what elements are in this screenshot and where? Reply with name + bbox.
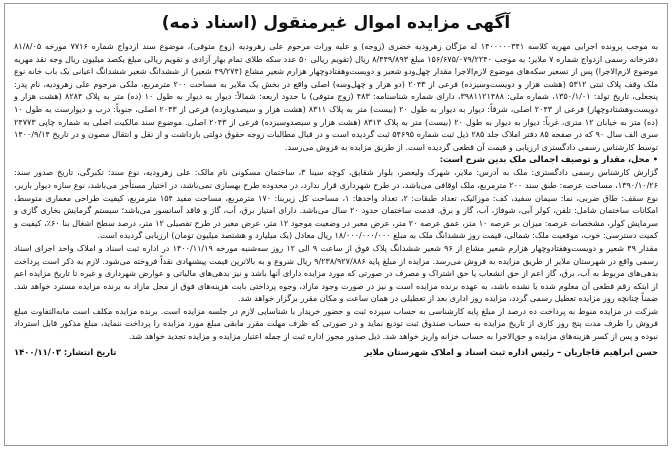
signature-line: حسن ابراهیم قاجاریان – رئیس اداره ثبت اسناد و املاک شهرستان ملایر: [364, 346, 658, 357]
auction-terms-paragraph: مقدار ۴۹ شعیر و دویست‌وهفتادوچهار هزارم شعیر مشاع از ۹۶ شعیر ششدانگ پلاک فوق از ساعت ۹ الی ۱۲ روز سه‌شنبه مورخه ۱۴۰۰/۱۱/۱۹ در اداره ثبت اسناد و املاک واحد اجرای اسناد رسمی واقع در شهرستان ملایر از طریق مزایده به فروش می‌رسد. مزایده از مبلغ پایه ۹/۲۳۸/۹۲۷/۸۸۶ ریال شروع و به بالاترین قیمت پیشنهادی نقداً فروخته می‌شود. لازم به ذکر است پرداخت بدهی‌های مربوط به آب، برق، گاز اعم از حق انشعاب یا حق اشتراک و مصرف در صورتی که مورد مزایده دارای آنها باشد و نیز بدهی‌های مالیاتی و عوارض شهرداری و غیره تا تاریخ مزایده اعم از اینکه رقم قطعی آن معلوم شده یا نشده باشد، به عهده برنده مزایده است و نیز در صورت وجود مازاد، وجوه پرداختی بابت هزینه‌های فوق از محل مازاد به برنده مزایده مسترد خواهد شد. ضمناً چنانچه روز مزایده تعطیل رسمی گردد، مزایده روز اداری بعد از تعطیلی در همان ساعت و مکان مقرر برگزار خواهد شد.: [14, 242, 658, 304]
intro-paragraph: به موجب پرونده اجرایی مهریه کلاسه ۱۴۰۰۰۰۰۳۴۱ له مژگان زهرودیه خضری (زوجه) و علیه وراث مرحوم علی زهرودیه (زوج متوفی)، موضوع سند ازدواج شماره ۷۷۱۶ مورخه ۸۱/۸/۰۵ دفترخانه رسمی ازدواج شماره ۷ ملایر؛ به موجب ۱۵۶/۶۷۵/۰۷۹/۲۲۴۰ مبلغ ۸/۴۴۹/۸۹۳ ریال (تقویم ریالی ۵۰ عدد سکه طلای تمام بهار آزادی و تقویم ریالی مبلغ یکصد میلیون ریال وجه نقد مهریه موضوع لازم‌الاجرا) پس از تسعیر سکه‌های موضوع لازم‌الاجرا مقدار چهل‌ودو شعیر و دویست‌وهفتادوچهار هزارم شعیر مشاع (۴۹/۲۷۴ شعیر) از ششدانگ شعیر ششدانگ اعیانی یک باب خانه نوع ملک وقف پلاک ثبتی ۵۳۱۲ (هشت هزار و دویست‌وسیزده) فرعی از ۲۰۴۳ (دو هزار و چهل‌وسه) اصلی واقع در بخش یک ملایر به مساحت ۲۰۰ مترمربع، ملکی مرحوم علی زهرودیه، نام پدر: پنجعلی، تاریخ تولد: ۱۳۵۰/۱/۰۱، شماره ملی: ۳۹۸۱۱۲۱۴۸۸، دارای شماره شناسنامه: ۴۸۳ (زوج متوفی) با حدود اربعه: شمالاً: دیوار به دیوار به طول ۱۰ (ده) متر به پلاک ۸۲۸۴ (هشت هزار و دویست‌وهشتادوچهار) فرعی از ۲۰۴۳ اصلی، شرقاً: دیوار به دیوار به طول ۲۰ (بیست) متر به پلاک ۸۳۱۱ (هشت هزار و سیصدویازده) فرعی از ۲۰۴۳ اصلی، جنوباً: درب و دیوارست به طول ۱۰ (ده) متر به خیابان ۱۲ متری، غرباً: دیوار به دیوار به طول ۲۰ (بیست) متر به پلاک ۸۳۱۳ (هشت هزار و سیصدوسیزده) فرعی از ۲۰۴۳ اصلی. موضوع سند مالکیت اصلی به شماره چاپی ۲۴۷۷۳ سری الف سال ۹۰ که در صفحه ۸۵ دفتر املاک جلد ۲۸۵ ذیل ثبت شماره ۵۴۶۹۵ ثبت گردیده است و در قبال مطالبات زوجه حقوق دولتی بازداشت و از نقل و انتقال مصون و در تاریخ ۱۴۰۰/۹/۱۴ توسط کارشناس رسمی دادگستری ارزیابی و قیمت آن قطعی گردیده است. از طریق مزایده به فروش می‌رسد.: [14, 41, 659, 152]
section-heading-text: محل، مقدار و توصیف اجمالی ملک بدین شرح است:: [439, 154, 650, 165]
bullet-icon: •: [652, 154, 658, 165]
details-body: [14, 166, 658, 342]
payment-terms-paragraph: شرکت در مزایده منوط به پرداخت ده درصد از مبلغ پایه کارشناسی به حساب سپرده ثبت و حضور خریدار با شناسایی لازم در جلسه مزایده است. برنده مزایده مکلف است مابه‌التفاوت مبلغ فروش را ظرف مدت پنج روز کاری از تاریخ مزایده به حساب صندوق ثبت تودیع نماید و در صورتی که ظرف مهلت مقرر مابقی مبلغ مورد مزایده را پرداخت ننماید، مبلغ مذکور قابل استرداد نبوده و پس از کسر هزینه‌های مزایده و حق‌الاجرا به حساب خزانه واریز خواهد شد. ذیل صدور مجوز اداره ثبت از جمله اعتبار مزایده و مزایده تجدید خواهد شد.: [14, 305, 658, 342]
publish-date: تاریخ انتشار: ۱۴۰۰/۱۱/۰۳: [14, 346, 117, 357]
expert-report-paragraph: گزارش کارشناس رسمی دادگستری: ملک به آدرس: ملایر، شهرک ولیعصر، بلوار شقایق، کوچه سینا ۳، ساختمان مسکونی نام مالک: علی زهرودیه، نوع سند: تکبرگی، تاریخ صدور سند: ۱۳۹۰/۱۰/۲۶، مساحت عرصه: طبق سند ۲۰۰ مترمربع، ملک اوقافی می‌باشد، در طرح شهرداری قرار ندارد، در محدوده طرح بهسازی نمی‌باشد، در اختیار مستأجر می‌باشد، نوع سازه دیوار باربر، نوع سقف: طاق ضربی، نما: سیمان سفید، کف: موزائیک، تعداد طبقات: ۲، تعداد واحدها: ۱، مساحت کل زیربنا: ۱۷۰ مترمربع، مساحت مفید ۱۵۴ مترمربع، کیفیت طراحی معماری متوسط، امکانات ساختمان شامل: تلفن، کولر آبی، شوفاژ، آب، گاز و برق. قدمت ساختمان حدود ۲۰ سال می‌باشد. دارای امتیاز برق، آب، گاز و فاقد آسانسور می‌باشد؛ سیستم گرمایش بخاری گازی و سرمایش کولر، مشخصات عرصه: میزان بر عرصه ۱۰ متر، عمق عرصه ۲۰ متر، عرض معبر در وضعیت موجود ۱۲ متر، عرض معبر در طرح تفصیلی ۱۲ متر، درصد سطح اشغال بنا ۶۰٪، کیفیت و کمیت دسترسی: خوب، موقعیت ملک: شمالی، قیمت روز ششدانگ ملک به مبلغ ۱۸/۰۰۰/۰۰۰/۰۰۰ ریال معادل (یک میلیارد و هشتصد میلیون تومان) ارزیابی گردیده است.: [14, 167, 659, 241]
notice-title: آگهی مزایده اموال غیرمنقول (اسناد ذمه): [161, 13, 511, 33]
notice-footer: [14, 347, 658, 357]
notice-body: [14, 40, 658, 153]
section-heading: [14, 153, 658, 166]
